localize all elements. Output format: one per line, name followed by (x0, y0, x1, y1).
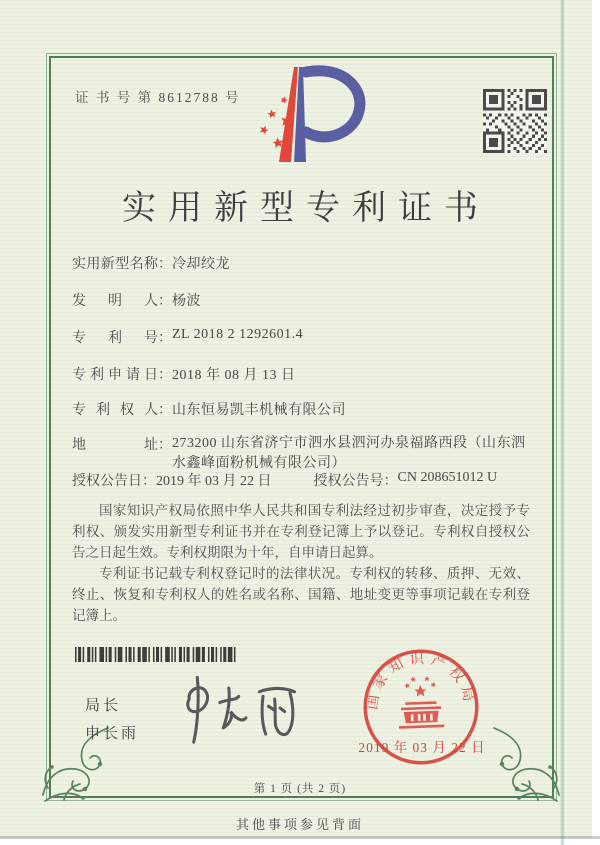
grant-date-value: 2019 年 03 月 22 日 (156, 474, 272, 489)
field-row-patentee: 专利权人 ： 山东恒易凯丰机械有限公司 (72, 399, 532, 419)
cnipa-patent-logo-icon (228, 58, 388, 176)
legal-paragraph-1: 国家知识产权局依照中华人民共和国专利法经过初步审查，决定授予专利权、颁发实用新型专利证书并在专利登记簿上予以登记。专利权自授权公告之日起生效。专利权期限为十年，自申请日起算。 (72, 503, 530, 560)
grant-number-pair: 授权公告号 ： CN 208651012 U (313, 470, 498, 489)
seal-text: 国家知识产权局 (364, 651, 478, 711)
grant-row (72, 470, 542, 490)
scan-edge-shadow (560, 0, 565, 845)
field-value-patent-number: ZL 2018 2 1292601.4 (172, 327, 304, 342)
commissioner-signature-icon (168, 672, 313, 744)
field-label: 实用新型名称 (72, 257, 158, 272)
field-row-address: 地址 ： 273200 山东省济宁市泗水县泗河办泉福路西段（山东泗水鑫峰面粉机械有限公司） (72, 434, 532, 474)
field-value-address: 273200 山东省济宁市泗水县泗河办泉福路西段（山东泗水鑫峰面粉机械有限公司） (172, 436, 526, 471)
field-row-filing-date: 专利申请日 ： 2018 年 08 月 13 日 (72, 364, 532, 384)
qr-code-icon (483, 89, 547, 153)
grant-number-label: 授权公告号 (313, 474, 384, 489)
field-label: 地址 (72, 438, 158, 453)
back-side-note: 其他事项参见背面 (235, 817, 364, 832)
field-row-inventor: 发明人 ： 杨波 (72, 290, 532, 310)
certificate-number: 证 书 号 第 8612788 号 (75, 90, 241, 105)
certificate-title: 实用新型专利证书 (122, 190, 490, 227)
barcode-icon (75, 647, 237, 662)
field-value-filing-date: 2018 年 08 月 13 日 (172, 368, 296, 383)
field-value-inventor: 杨波 (172, 294, 201, 309)
field-label: 发明人 (72, 294, 158, 309)
commissioner-name: 申长雨 (85, 726, 140, 742)
grant-date-label: 授权公告日 (72, 474, 142, 489)
field-label: 专利权人 (72, 403, 158, 418)
field-label: 专利号 (72, 331, 158, 346)
field-value-utility-model-name: 冷却绞龙 (172, 257, 230, 272)
grant-number-value: CN 208651012 U (397, 470, 498, 485)
seal-date: 2019 年 03 月 22 日 (358, 740, 486, 755)
field-row-utility-model-name: 实用新型名称 ： 冷却绞龙 (72, 253, 532, 273)
legal-text (72, 500, 530, 626)
page-number: 第 1 页 (共 2 页) (253, 783, 347, 795)
commissioner-title: 局长 (85, 698, 122, 714)
grant-date-pair: 授权公告日 ： 2019 年 03 月 22 日 (72, 470, 272, 490)
scan-edge-shadow (0, 836, 600, 839)
field-row-patent-number: 专利号 ： ZL 2018 2 1292601.4 (72, 327, 304, 346)
field-value-patentee: 山东恒易凯丰机械有限公司 (172, 403, 346, 418)
field-label: 专利申请日 (72, 368, 158, 383)
legal-paragraph-2: 专利证书记载专利权登记时的法律状况。专利权的转移、质押、无效、终止、恢复和专利权人的姓名或名称、国籍、地址变更等事项记载在专利登记簿上。 (72, 566, 530, 623)
